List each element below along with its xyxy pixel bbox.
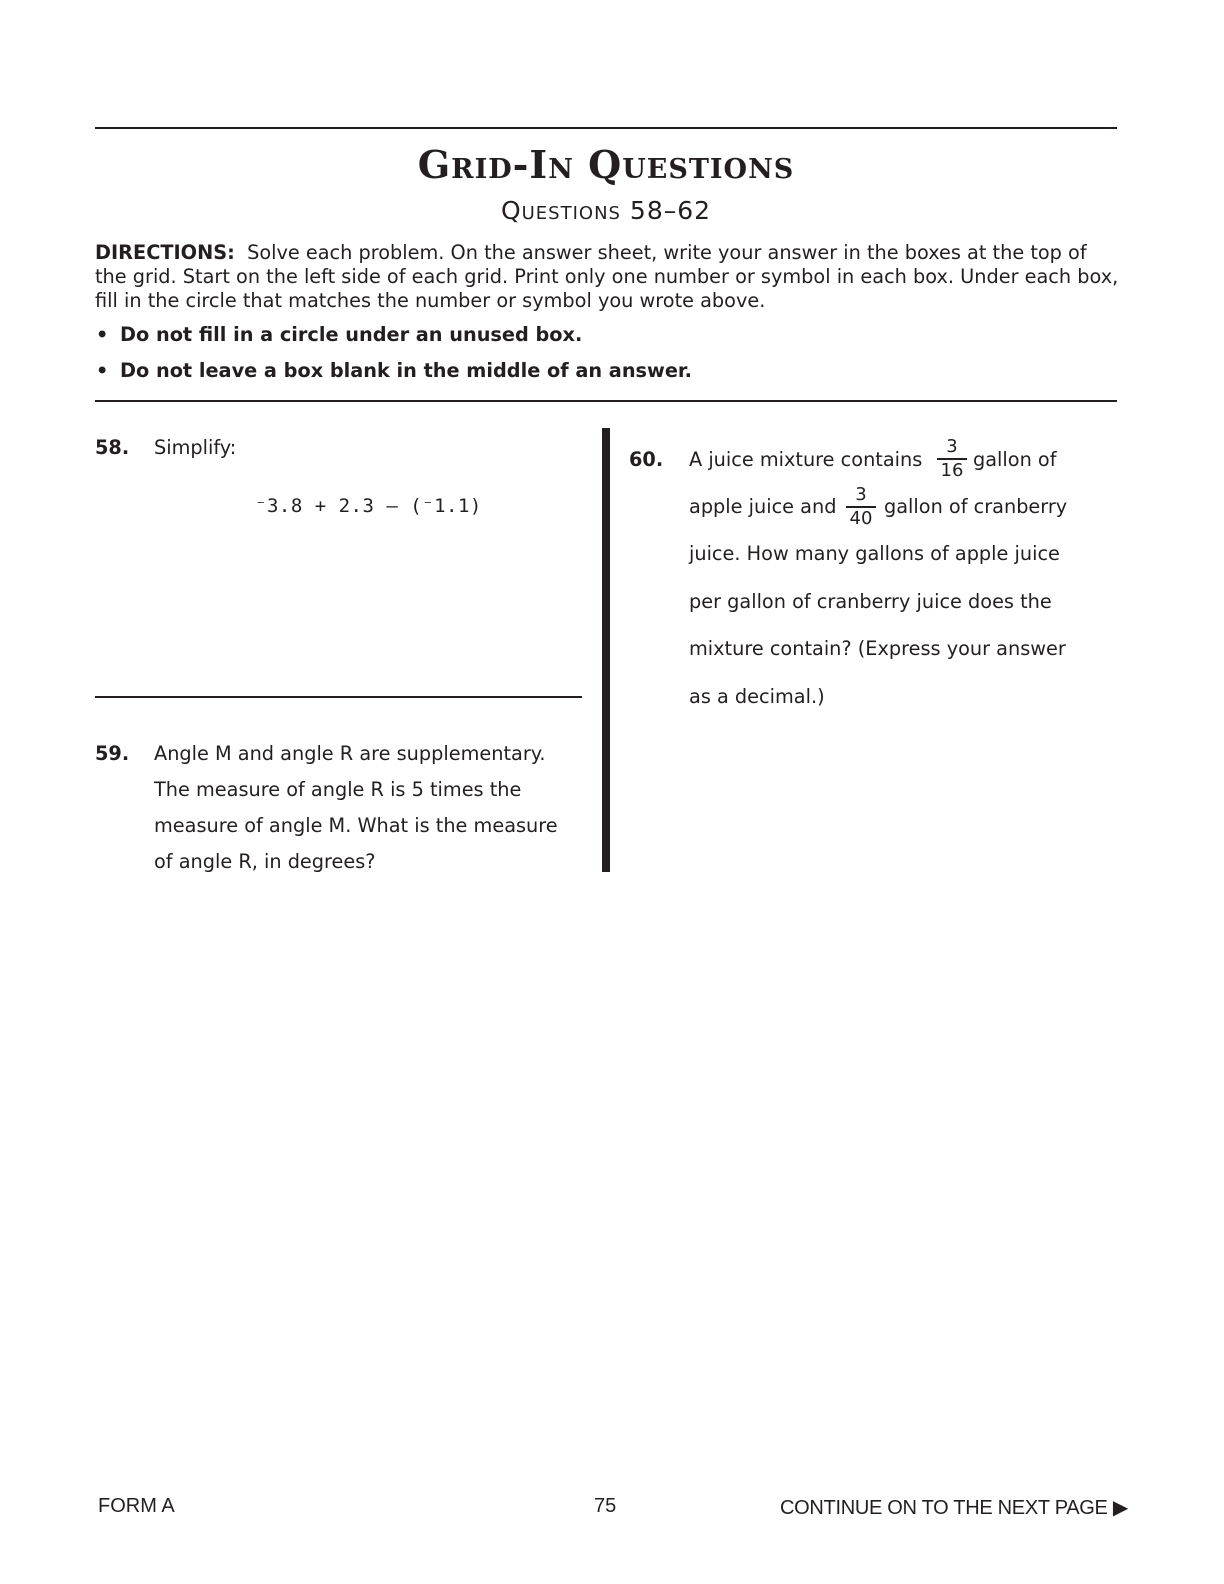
continue-notice: CONTINUE ON TO THE NEXT PAGE ▶ <box>780 1497 1128 1519</box>
question-60-line1-post: gallon of <box>973 448 1057 471</box>
bullet-text: Do not fill in a circle under an unused box. <box>120 323 583 346</box>
bullet-text: Do not leave a box blank in the middle of an answer. <box>120 359 692 382</box>
footer-form: FORM A <box>98 1495 175 1517</box>
question-59-line: of angle R, in degrees? <box>154 850 376 873</box>
question-60-line: per gallon of cranberry juice does the <box>689 590 1052 613</box>
question-59-number: 59. <box>95 742 130 765</box>
page-title: Grid-In Questions <box>417 142 795 187</box>
question-60-line: mixture contain? (Express your answer <box>689 637 1066 660</box>
directions <box>95 241 1120 313</box>
directions-rule <box>95 400 1117 402</box>
question-58-expression: ⁻3.8 + 2.3 – (⁻1.1) <box>255 495 482 517</box>
fraction-numerator: 3 <box>855 484 867 505</box>
question-58-text: Simplify: <box>154 436 237 459</box>
question-60-number: 60. <box>629 448 664 471</box>
top-rule <box>95 127 1117 129</box>
directions-text: Solve each problem. On the answer sheet, write your answer in the boxes at the top of the grid. Start on the left side of each grid. Print only one number or symbol in each box. Under each box, fill in the circle that matches the number or symbol you wrote above. <box>95 241 1119 312</box>
question-60-line: as a decimal.) <box>689 685 825 708</box>
question-60-line2-post: gallon of cranberry <box>884 495 1068 518</box>
fraction-denominator: 40 <box>849 507 873 529</box>
column-divider <box>602 428 610 872</box>
fraction-3-16 <box>936 436 968 482</box>
question-59-line: The measure of angle R is 5 times the <box>154 778 522 801</box>
fraction-3-40 <box>845 484 877 530</box>
page-number: 75 <box>594 1495 617 1517</box>
question-60-line: juice. How many gallons of apple juice <box>689 542 1060 565</box>
fraction-denominator: 16 <box>940 459 964 481</box>
bullet-dot: • <box>96 359 109 382</box>
question-58-number: 58. <box>95 436 130 459</box>
direction-bullet-1 <box>96 323 582 346</box>
question-60-line2-pre: apple juice and <box>689 495 837 518</box>
question-separator <box>95 696 582 698</box>
question-60-line1-pre: A juice mixture contains <box>689 448 923 471</box>
question-59-line: measure of angle M. What is the measure <box>154 814 558 837</box>
directions-label: DIRECTIONS: <box>95 241 235 264</box>
fraction-numerator: 3 <box>946 436 958 457</box>
question-59-line: Angle M and angle R are supplementary. <box>154 742 546 765</box>
page-subtitle: Questions 58–62 <box>500 196 712 225</box>
direction-bullet-2 <box>96 359 692 382</box>
bullet-dot: • <box>96 323 109 346</box>
